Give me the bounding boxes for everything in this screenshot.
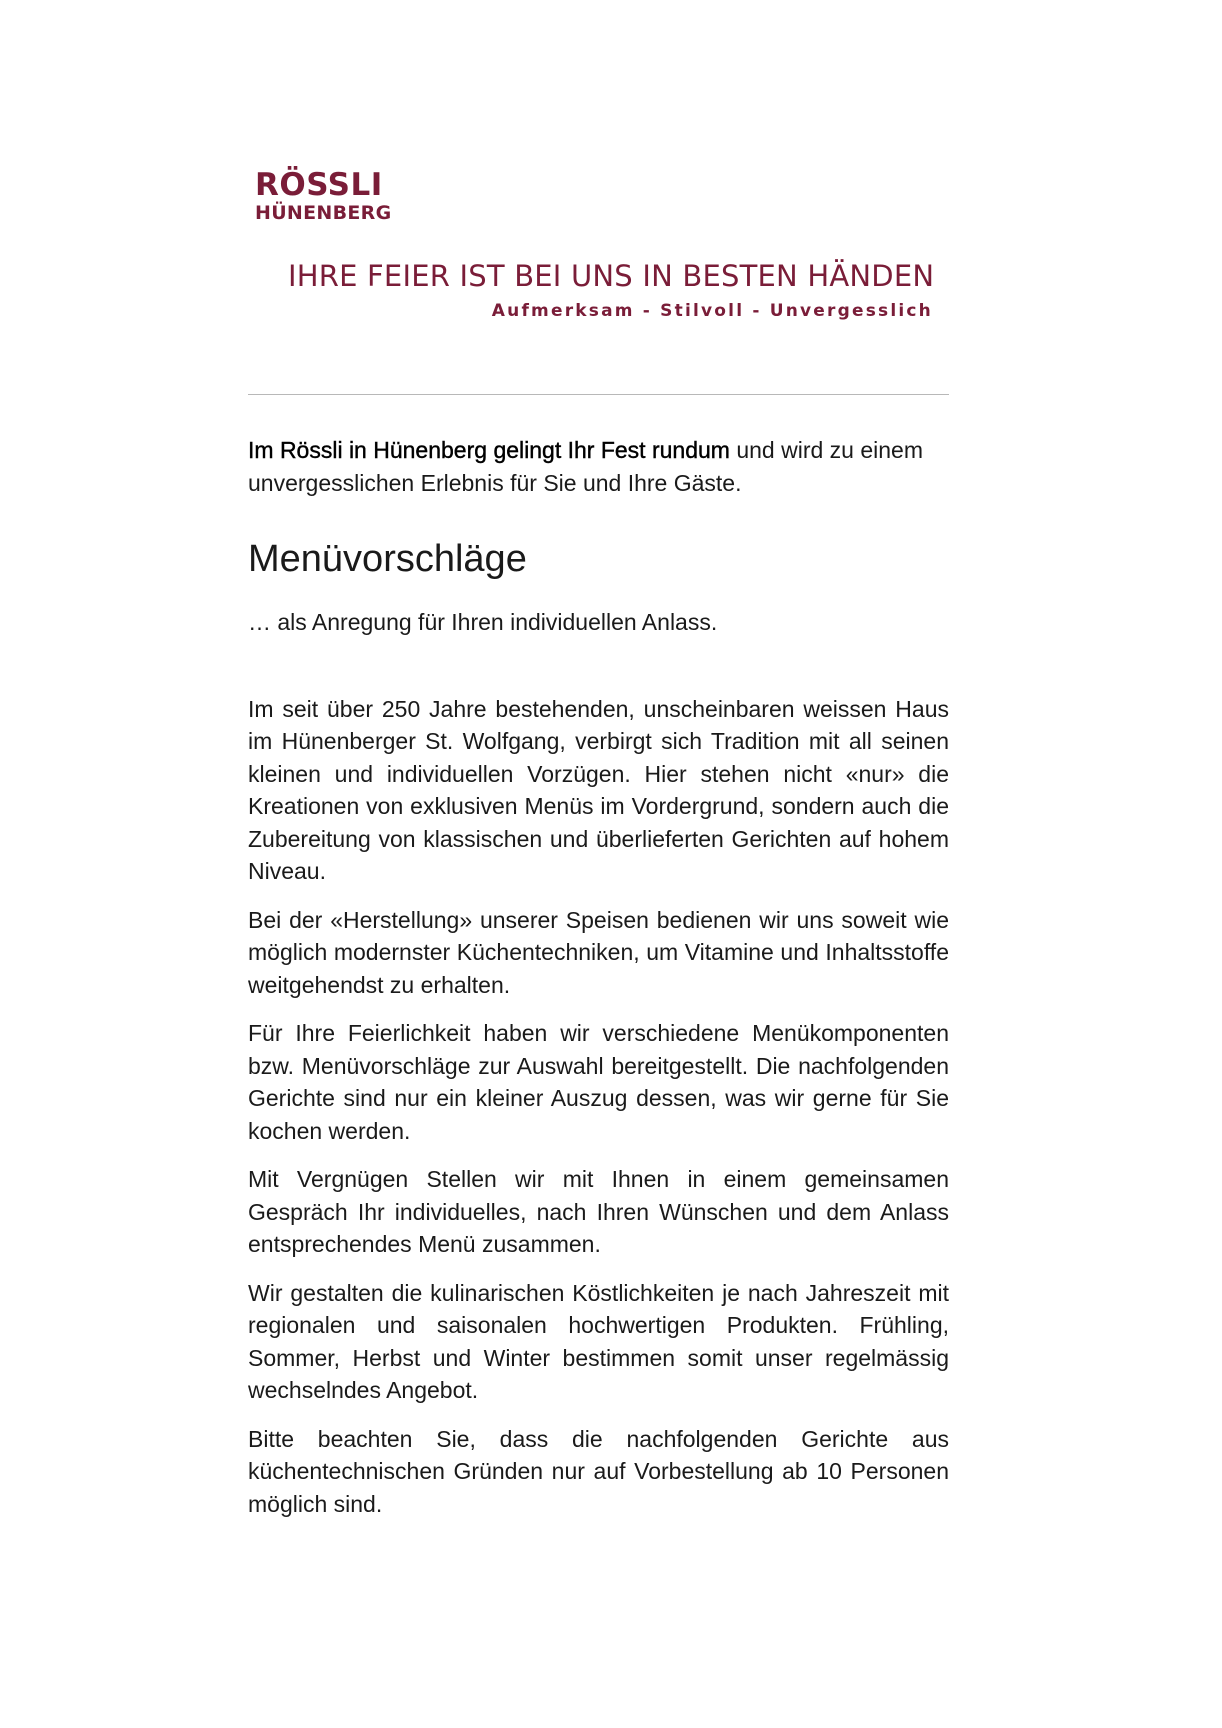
- tagline: Aufmerksam - Stilvoll - Unvergesslich: [491, 301, 933, 321]
- header-divider: [248, 394, 949, 395]
- paragraph-seasonal: Wir gestalten die kulinarischen Köstlichkeiten je nach Jahreszeit mit regionalen und saisonalen hochwertigen Produkten. Frühling, Sommer, Herbst und Winter bestimmen somit unser regelmässig wechselndes Angebot.: [248, 1279, 949, 1403]
- intro-rest: und wird zu einem unvergesslichen Erlebnis für Sie und Ihre Gäste.: [248, 437, 923, 496]
- paragraph-consultation: Mit Vergnügen Stellen wir mit Ihnen in einem gemeinsamen Gespräch Ihr individuelles, nach Ihren Wünschen und dem Anlass entsprechendes Menü zusammen.: [248, 1166, 949, 1257]
- body-paragraphs: [248, 693, 949, 1521]
- logo-line-huenenberg: HÜNENBERG: [255, 202, 392, 224]
- paragraph-history: Im seit über 250 Jahre bestehenden, unscheinbaren weissen Haus im Hünenberger St. Wolfgang, verbirgt sich Tradition mit all seinen kleinen und individuellen Vorzügen. Hier stehen nicht «nur» die Kreationen von exklusiven Menüs im Vordergrund, sondern auch die Zubereitung von klassischen und überlieferten Gerichten auf hohem Niveau.: [248, 695, 949, 884]
- paragraph-techniques: Bei der «Herstellung» unserer Speisen bedienen wir uns soweit wie möglich modernster Küchentechniken, um Vitamine und Inhaltsstoffe weitgehendst zu erhalten.: [248, 906, 949, 998]
- intro-bold: Im Rössli in Hünenberg gelingt Ihr Fest rundum: [248, 437, 730, 463]
- section-subtitle: … als Anregung für Ihren individuellen Anlass.: [248, 609, 718, 635]
- paragraph-menu-options: Für Ihre Feierlichkeit haben wir verschiedene Menükomponenten bzw. Menüvorschläge zur Auswahl bereitgestellt. Die nachfolgenden Gerichte sind nur ein kleiner Auszug dessen, was wir gerne für Sie kochen werden.: [248, 1020, 949, 1144]
- section-title: Menüvorschläge: [248, 538, 527, 580]
- paragraph-preorder-note: Bitte beachten Sie, dass die nachfolgenden Gerichte aus küchentechnischen Gründen nur auf Vorbestellung ab 10 Personen möglich sind.: [248, 1425, 949, 1517]
- headline: IHRE FEIER IST BEI UNS IN BESTEN HÄNDEN: [288, 259, 935, 293]
- logo-line-roessli: RÖSSLI: [255, 167, 383, 203]
- logo: [255, 167, 392, 224]
- document-body: [248, 434, 949, 1536]
- intro-paragraph: [248, 434, 949, 499]
